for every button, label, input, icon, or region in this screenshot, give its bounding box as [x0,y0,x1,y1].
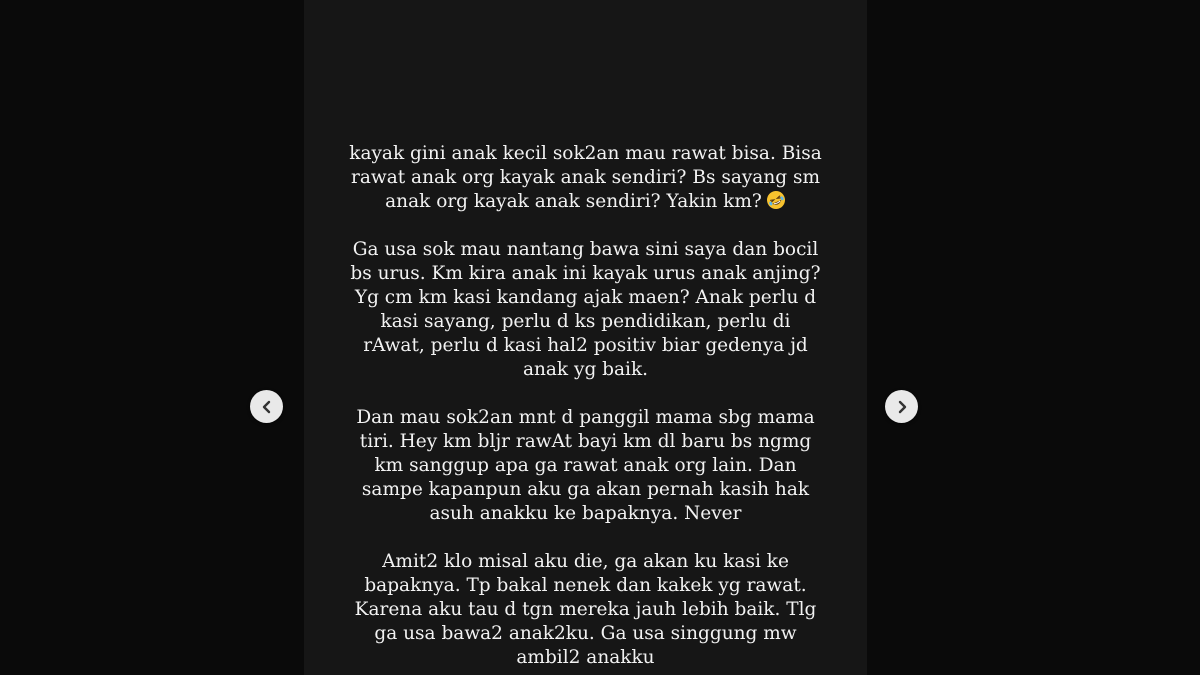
text-line: bs urus. Km kira anak ini kayak urus anak anjing? [350,263,821,284]
rolling-on-floor-laughing-icon [766,190,786,210]
text-line: kasi sayang, perlu d ks pendidikan, perlu di [380,311,791,332]
paragraph-4 [304,550,867,670]
text-line: Yg cm km kasi kandang ajak maen? Anak perlu d [354,287,817,308]
next-story-button[interactable] [885,390,918,423]
chevron-right-icon [895,400,909,414]
text-line: bapaknya. Tp bakal nenek dan kakek yg rawat. [364,575,807,596]
text-line: asuh anakku ke bapaknya. Never [429,503,742,524]
text-line: kayak gini anak kecil sok2an mau rawat bisa. Bisa [349,143,822,164]
paragraph-2 [304,238,867,382]
text-line: ambil2 anakku [516,647,655,668]
text-line: ga usa bawa2 anak2ku. Ga usa singgung mw [374,623,797,644]
text-line: Amit2 klo misal aku die, ga akan ku kasi ke [382,551,789,572]
text-line: rAwat, perlu d kasi hal2 positiv biar gedenya jd [363,335,808,356]
text-line: Ga usa sok mau nantang bawa sini saya dan bocil [352,239,819,260]
story-text [304,142,867,675]
paragraph-1 [304,142,867,214]
text-line: rawat anak org kayak anak sendiri? Bs sayang sm [350,167,821,188]
text-line: sampe kapanpun aku ga akan pernah kasih hak [361,479,810,500]
text-line: km sanggup apa ga rawat anak org lain. Dan [374,455,797,476]
text-line: tiri. Hey km bljr rawAt bayi km dl baru bs ngmg [359,431,812,452]
text-line: Dan mau sok2an mnt d panggil mama sbg mama [356,407,815,428]
text-line-with-emoji [304,190,867,214]
chevron-left-icon [260,400,274,414]
text-line: Karena aku tau d tgn mereka jauh lebih baik. Tlg [354,599,817,620]
paragraph-3 [304,406,867,526]
text-line: anak org kayak anak sendiri? Yakin km? [385,191,762,212]
story-panel [304,0,867,675]
previous-story-button[interactable] [250,390,283,423]
text-line: anak yg baik. [522,359,649,380]
